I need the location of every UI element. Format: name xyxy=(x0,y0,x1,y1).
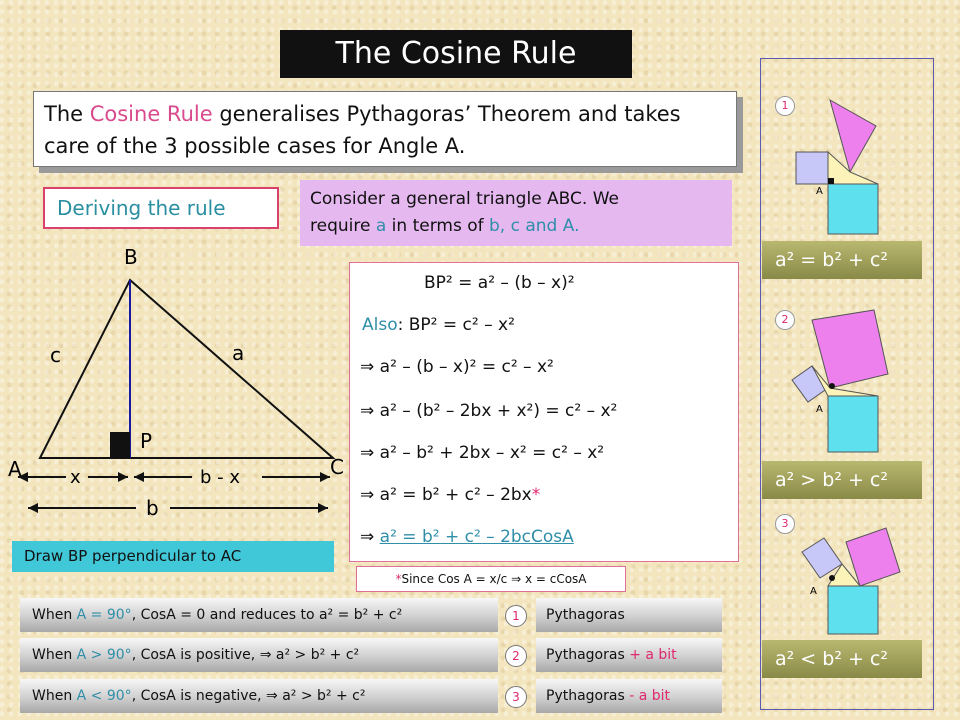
formula-1: a² = b² + c² xyxy=(762,241,922,279)
intro-highlight: Cosine Rule xyxy=(89,102,213,126)
square-c-1 xyxy=(796,152,828,184)
intro-text xyxy=(33,91,737,167)
formula-3: a² < b² + c² xyxy=(762,640,922,678)
angle-mark-1 xyxy=(828,178,834,184)
consider-pre: require xyxy=(310,216,376,236)
right-angle-mark xyxy=(110,432,130,458)
consider-line2 xyxy=(310,213,722,240)
deriv-also: Also xyxy=(362,315,398,335)
case-pythagoras-2 xyxy=(536,638,722,672)
case-pre: When xyxy=(32,607,77,623)
deriv-line-4-text: a² – (b² – 2bx + x²) = c² – x² xyxy=(379,401,618,421)
pyth-extra: + a bit xyxy=(624,647,677,663)
label-P: P xyxy=(140,429,153,453)
square-a-2 xyxy=(812,310,888,388)
case-pythagoras-1 xyxy=(536,598,722,632)
case-pre: When xyxy=(32,688,77,704)
deriv-line-4 xyxy=(360,401,617,421)
case-number-2: 2 xyxy=(505,645,527,667)
square-a-3 xyxy=(846,528,900,586)
formula-2: a² > b² + c² xyxy=(762,461,922,499)
triangle-abc xyxy=(40,280,333,458)
arrowhead xyxy=(118,472,128,482)
page-title: The Cosine Rule xyxy=(280,30,632,78)
square-b-2 xyxy=(828,396,878,452)
case-number-1: 1 xyxy=(505,605,527,627)
consider-line1: Consider a general triangle ABC. We xyxy=(310,189,619,209)
deriv-line-7 xyxy=(360,527,574,547)
deriv-line-6 xyxy=(360,485,540,505)
deriv-line-1: BP² = a² – (b – x)² xyxy=(424,273,575,293)
consider-mid: in terms of xyxy=(386,216,489,236)
consider-bca: b, c and A. xyxy=(489,216,580,236)
implies-icon: ⇒ xyxy=(360,443,375,463)
case-post: , CosA is negative, ⇒ a² > b² + c² xyxy=(131,688,366,704)
diagram-2 xyxy=(790,300,910,456)
diagram-1-angle-label: A xyxy=(816,186,823,197)
deriv-star: * xyxy=(531,485,541,505)
deriv-line-5-text: a² – b² + 2bx – x² = c² – x² xyxy=(379,443,605,463)
triangle-diagram xyxy=(0,240,345,540)
label-b: b xyxy=(146,496,159,520)
consider-box xyxy=(300,180,732,246)
deriv-line-7-text: a² = b² + c² – 2bcCosA xyxy=(379,527,574,547)
arrowhead xyxy=(320,472,330,482)
pyth-label: Pythagoras xyxy=(546,688,625,704)
label-A: A xyxy=(8,457,22,481)
arrowhead xyxy=(28,503,38,513)
implies-icon: ⇒ xyxy=(360,485,375,505)
label-x: x xyxy=(70,467,81,488)
case-number-3: 3 xyxy=(505,686,527,708)
implies-icon: ⇒ xyxy=(360,357,375,377)
label-C: C xyxy=(330,455,344,479)
angle-dot-3 xyxy=(829,575,835,581)
consider-a: a xyxy=(375,216,387,236)
diagram-3 xyxy=(790,508,910,636)
intro-pre: The xyxy=(44,102,90,126)
square-b-3 xyxy=(828,586,878,634)
deriv-line-5 xyxy=(360,443,604,463)
square-c-3 xyxy=(802,538,842,578)
square-b-1 xyxy=(828,184,878,234)
footnote-text: Since Cos A = x/c ⇒ x = cCosA xyxy=(401,572,587,586)
deriv-line-6-text: a² = b² + c² – 2bx xyxy=(379,485,532,505)
deriv-line-2 xyxy=(362,315,515,335)
pyth-extra: - a bit xyxy=(624,688,670,704)
angle-dot-2 xyxy=(829,383,835,389)
pyth-label: Pythagoras xyxy=(546,607,625,623)
deriv-line-3-text: a² – (b – x)² = c² – x² xyxy=(379,357,554,377)
label-B: B xyxy=(124,245,138,269)
intro-post: generalises Pythagoras’ Theorem and takes care of the 3 possible cases for Angle A. xyxy=(44,102,681,158)
case-pre: When xyxy=(32,647,77,663)
label-c: c xyxy=(50,343,61,367)
diagram-1 xyxy=(790,84,910,236)
case-row-1 xyxy=(20,598,498,632)
diagram-3-angle-label: A xyxy=(810,586,817,597)
footnote-star: * xyxy=(395,572,402,586)
diagram-number-2: 2 xyxy=(775,310,795,330)
case-post: , CosA is positive, ⇒ a² > b² + c² xyxy=(131,647,360,663)
case-cond: A < 90° xyxy=(76,688,132,704)
deriv-line-3 xyxy=(360,357,554,377)
implies-icon: ⇒ xyxy=(360,401,375,421)
draw-bp-note: Draw BP perpendicular to AC xyxy=(12,541,334,572)
case-row-3 xyxy=(20,679,498,713)
case-cond: A > 90° xyxy=(76,647,132,663)
implies-icon: ⇒ xyxy=(360,527,375,547)
footnote xyxy=(356,566,626,592)
diagram-number-1: 1 xyxy=(775,96,795,116)
deriv-line-2-text: : BP² = c² – x² xyxy=(397,315,515,335)
case-pythagoras-3 xyxy=(536,679,722,713)
derivation-box xyxy=(349,262,739,562)
case-post: , CosA = 0 and reduces to a² = b² + c² xyxy=(131,607,403,623)
arrowhead xyxy=(318,503,328,513)
label-a: a xyxy=(232,341,245,365)
case-row-2 xyxy=(20,638,498,672)
arrowhead xyxy=(134,472,144,482)
diagram-2-angle-label: A xyxy=(816,404,823,415)
pyth-label: Pythagoras xyxy=(546,647,625,663)
deriving-label: Deriving the rule xyxy=(43,187,279,229)
case-cond: A = 90° xyxy=(76,607,132,623)
label-b-minus-x: b - x xyxy=(200,467,241,488)
diagram-number-3: 3 xyxy=(775,514,795,534)
